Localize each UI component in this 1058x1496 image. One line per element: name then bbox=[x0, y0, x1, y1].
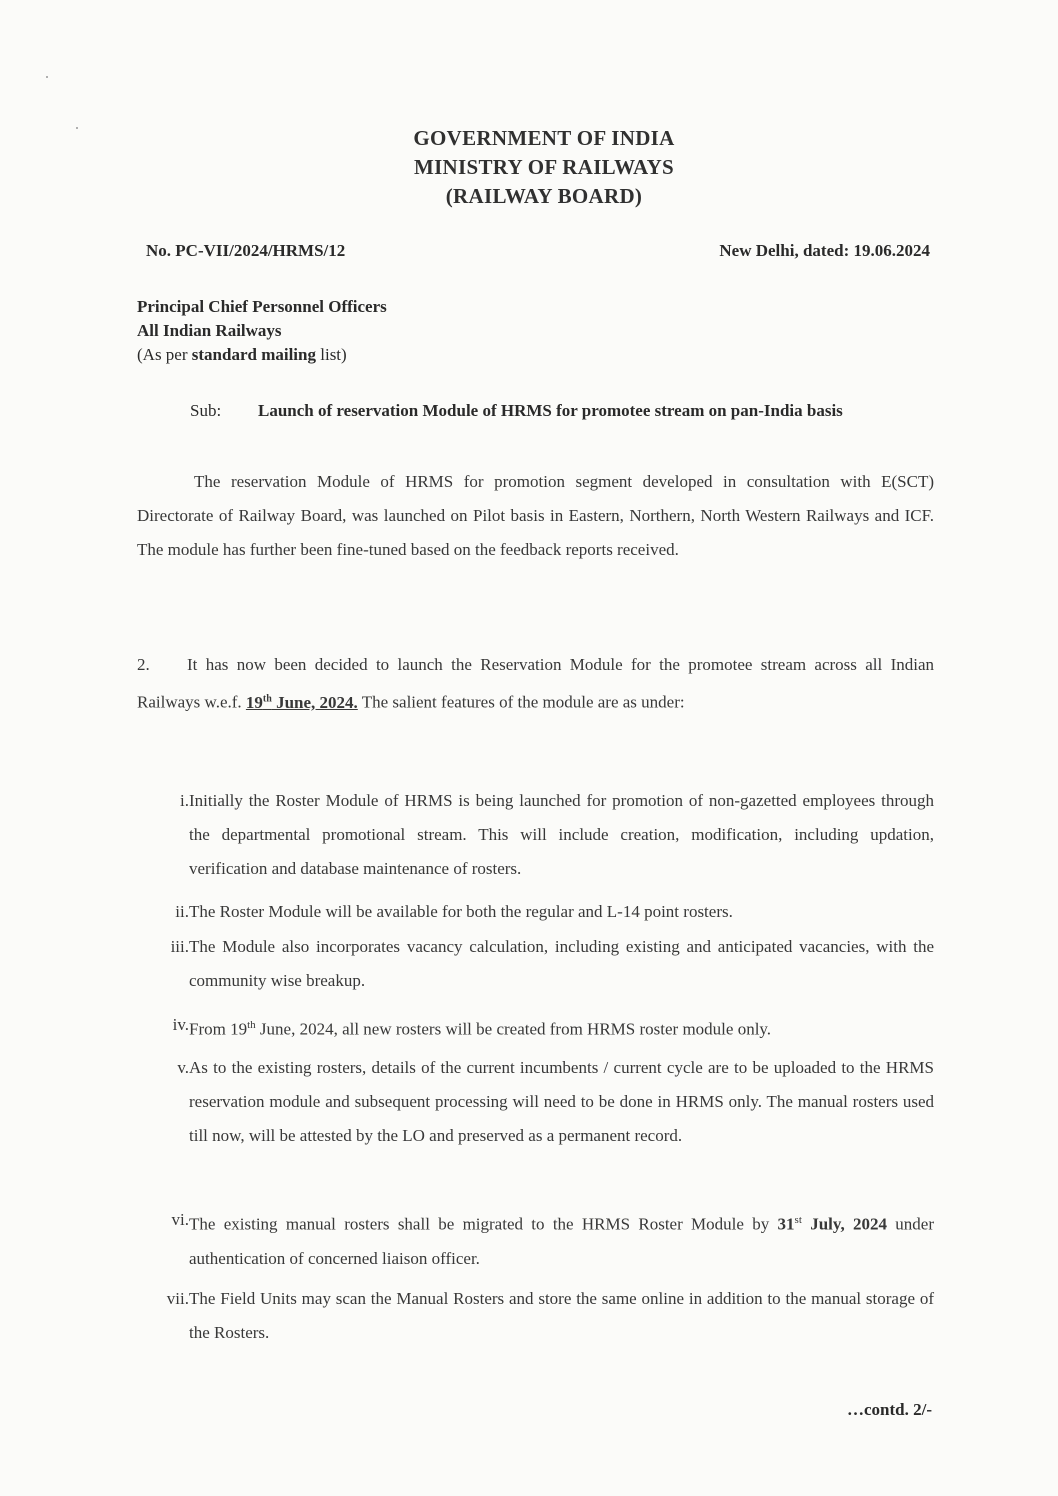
reference-line bbox=[146, 241, 930, 261]
subject-text: Launch of reservation Module of HRMS for promotee stream on pan-India basis bbox=[258, 401, 843, 420]
list-marker: iii. bbox=[170, 937, 189, 956]
addressee-line-3-bold: standard mailing bbox=[191, 345, 316, 364]
date-suffix: th bbox=[247, 1019, 256, 1031]
paragraph-2-number: 2. bbox=[137, 655, 150, 674]
reference-number: No. PC-VII/2024/HRMS/12 bbox=[146, 241, 346, 260]
list-item-text: The Module also incorporates vacancy calculation, including existing and anticipated vacancies, with the community wise breakup. bbox=[189, 937, 934, 990]
list-item bbox=[163, 930, 934, 998]
effective-date-day: 19 bbox=[245, 692, 263, 712]
list-marker: iv. bbox=[172, 1015, 189, 1034]
addressee-line-3-pre: (As per bbox=[137, 345, 192, 364]
continued-marker: …contd. 2/- bbox=[847, 1400, 932, 1419]
list-marker: vii. bbox=[166, 1289, 189, 1308]
paragraph-2 bbox=[137, 648, 934, 720]
list-marker: i. bbox=[180, 791, 189, 810]
list-item-text: Initially the Roster Module of HRMS is being launched for promotion of non-gazetted employees through the departmental promotional stream. This will include creation, modification, including updation, verification and database maintenance of rosters. bbox=[189, 791, 934, 878]
list-item-text-post: under authentication of concerned liaison officer. bbox=[189, 1214, 935, 1268]
list-item-text bbox=[189, 1203, 934, 1276]
letterhead-board: (RAILWAY BOARD) bbox=[445, 184, 643, 208]
list-item-text-pre: From 19 bbox=[189, 1019, 248, 1039]
paragraph-2-text-a: It has now been decided to launch the Reservation Module for the promotee stream across all Indian Railways w.e.f. bbox=[137, 655, 934, 712]
letterhead-government: GOVERNMENT OF INDIA bbox=[413, 126, 675, 150]
addressee-line-2: All Indian Railways bbox=[137, 321, 282, 340]
effective-date-suffix: th bbox=[262, 693, 272, 704]
list-item bbox=[163, 895, 934, 929]
list-item-text: The Field Units may scan the Manual Rosters and store the same online in addition to the manual storage of the Rosters. bbox=[189, 1289, 934, 1342]
migration-month: July, 2024 bbox=[810, 1214, 887, 1234]
list-item bbox=[163, 784, 934, 886]
list-item-text-post: June, 2024, all new rosters will be created from HRMS roster module only. bbox=[255, 1019, 772, 1039]
letterhead-ministry: MINISTRY OF RAILWAYS bbox=[413, 155, 675, 179]
subject-block bbox=[190, 398, 930, 423]
list-marker: vi. bbox=[171, 1210, 189, 1229]
list-item-text: As to the existing rosters, details of the current incumbents / current cycle are to be uploaded to the HRMS reservation module and subsequent processing will need to be done in HRMS only. The manual rosters used till now, will be attested by the LO and preserved as a permanent record. bbox=[189, 1058, 934, 1145]
letterhead bbox=[0, 124, 1058, 211]
list-item-text-pre: The existing manual rosters shall be migrated to the HRMS Roster Module by bbox=[189, 1214, 778, 1234]
list-item bbox=[163, 1282, 934, 1350]
effective-date bbox=[246, 693, 358, 712]
subject-label: Sub: bbox=[190, 401, 222, 420]
scan-speck bbox=[46, 76, 48, 78]
list-marker: ii. bbox=[175, 902, 189, 921]
migration-day-suffix: st bbox=[794, 1214, 802, 1226]
addressee-line-3 bbox=[137, 343, 387, 367]
effective-date-rest: June, 2024. bbox=[271, 692, 358, 712]
list-item-text bbox=[189, 1008, 934, 1047]
addressee-line-3-post: list) bbox=[316, 345, 347, 364]
list-item-text: The Roster Module will be available for both the regular and L-14 point rosters. bbox=[189, 902, 733, 921]
addressee-block bbox=[137, 295, 387, 367]
place-and-date: New Delhi, dated: 19.06.2024 bbox=[719, 241, 930, 260]
list-item bbox=[163, 1051, 934, 1153]
list-item bbox=[163, 1203, 934, 1276]
list-marker: v. bbox=[177, 1058, 189, 1077]
paragraph-2-text-b: The salient features of the module are as under: bbox=[357, 692, 685, 712]
paragraph-1: The reservation Module of HRMS for promotion segment developed in consultation with E(SCT) Directorate of Railway Board, was launched on Pilot basis in Eastern, Northern, North Western Railways and ICF. The module has further been fine-tuned based on the feedback reports received. bbox=[137, 472, 934, 559]
migration-day: 31 bbox=[777, 1214, 795, 1234]
addressee-line-1: Principal Chief Personnel Officers bbox=[137, 297, 387, 316]
list-item bbox=[163, 1008, 934, 1047]
